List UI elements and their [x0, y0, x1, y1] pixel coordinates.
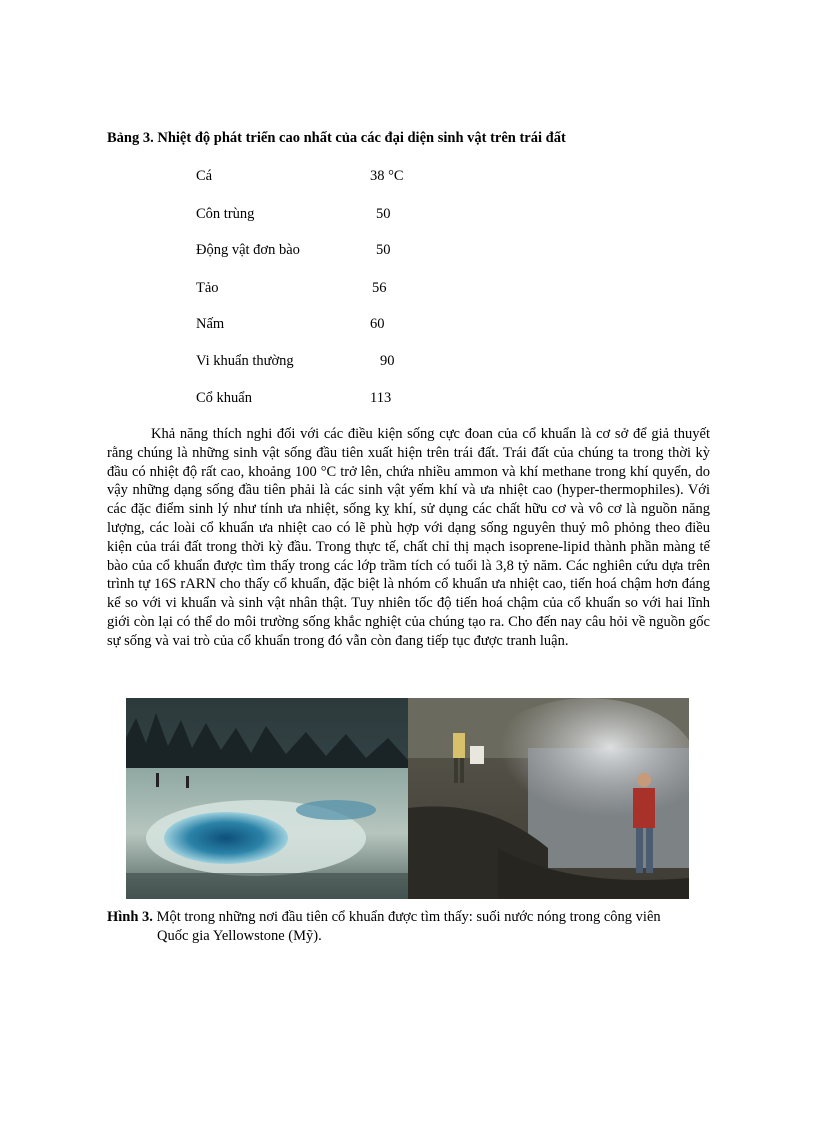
figure-caption [107, 908, 727, 946]
table-row-value: 50 [376, 242, 391, 258]
table-caption: Bảng 3. Nhiệt độ phát triển cao nhất của các đại diện sinh vật trên trái đất [107, 130, 566, 146]
figure-caption-line1: Một trong những nơi đầu tiên cổ khuẩn được tìm thấy: suối nước nóng trong công viên [156, 909, 661, 925]
table-row-name: Động vật đơn bào [196, 242, 300, 258]
table-row-value: 113 [370, 390, 392, 406]
hot-spring-pool-photo [126, 698, 408, 899]
table-row-name: Nấm [196, 316, 225, 332]
table-row-name: Cổ khuẩn [196, 390, 252, 406]
table-row-name: Cá [196, 168, 213, 184]
table-row-value: 90 [380, 353, 395, 369]
table-row-name: Vi khuẩn thường [196, 353, 294, 369]
body-paragraph: Khả năng thích nghi đối với các điều kiện sống cực đoan của cổ khuẩn là cơ sở để giả thuyết rằng chúng là những sinh vật sống đầu tiên xuất hiện trên trái đất. Trái đất của chúng ta trong thời kỳ đầu có nhiệt độ rất cao, khoảng 100 °C trở lên, chứa nhiều ammon và khí methane trong khí quyển, do vậy những dạng sống đầu tiên phải là các sinh vật yếm khí và ưa nhiệt cao (hyper-thermophiles). Với các đặc điểm sinh lý như tính ưa nhiệt, sống kỵ khí, sử dụng các chất hữu cơ và vô cơ là nguồn năng lượng, các loài cổ khuẩn ưa nhiệt cao có lẽ phù hợp với dạng sống nguyên thuỷ mô phỏng theo điều kiện của trái đất trong thời kỳ đầu. Trong thực tế, chất chỉ thị mạch isoprene-lipid thành phần màng tế bào của cổ khuẩn được tìm thấy trong các lớp trầm tích có tuổi là 3,8 tỷ năm. Các nghiên cứu dựa trên trình tự 16S rARN cho thấy cổ khuẩn, đặc biệt là nhóm cổ khuẩn ưa nhiệt cao, tiến hoá chậm hơn đáng kể so với vi khuẩn và sinh vật nhân thật. Tuy nhiên tốc độ tiến hoá chậm của cổ khuẩn so với hai lĩnh giới còn lại có thể do môi trường sống khắc nghiệt của chúng tạo ra. Cho đến nay câu hỏi về nguồn gốc sự sống và vai trò của cổ khuẩn trong đó vẫn còn đang tiếp tục được tranh luận. [107, 426, 710, 649]
figure-caption-line2: Quốc gia Yellowstone (Mỹ). [157, 928, 322, 944]
table-row-value: 50 [376, 206, 391, 222]
researchers-at-hot-spring-photo [408, 698, 689, 899]
table-row-value: 56 [372, 280, 387, 296]
table-row-value: 60 [370, 316, 385, 332]
figure-photos [126, 698, 689, 899]
table-row-value: 38 °C [370, 168, 404, 184]
table-row-name: Côn trùng [196, 206, 255, 222]
table-row-name: Tảo [196, 280, 219, 296]
figure-label: Hình 3. [107, 909, 153, 925]
